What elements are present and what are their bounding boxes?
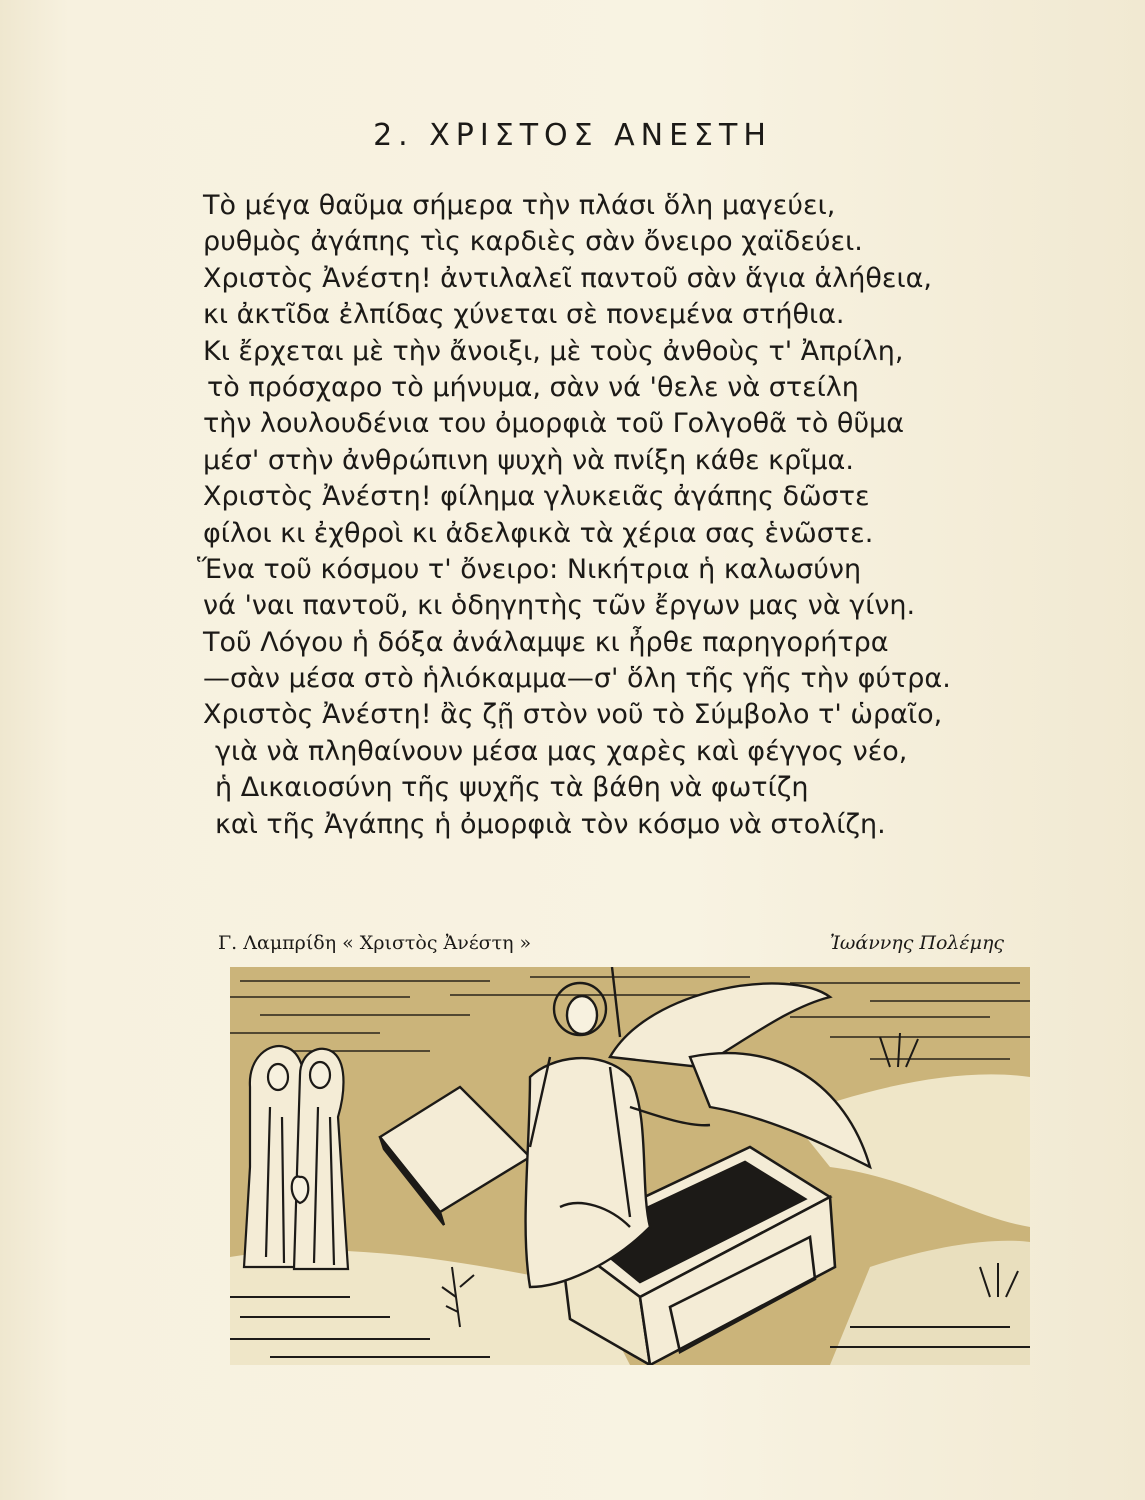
poem-line: Τὸ μέγα θαῦμα σήμερα τὴν πλάσι ὅλη μαγεύει, [203,190,836,221]
poem-line: Χριστὸς Ἀνέστη! ἀντιλαλεῖ παντοῦ σὰν ἅγια ἀλήθεια, [203,262,932,294]
credits [218,932,1004,962]
poem-line: τὴν λουλουδένια του ὀμορφιὰ τοῦ Γολγοθᾶ τὸ θῦμα [203,408,905,440]
poem-line: ἡ Δικαιοσύνη τῆς ψυχῆς τὰ βάθη νὰ φωτίζη [215,772,809,804]
poem [197,188,993,843]
poem-line: Τοῦ Λόγου ἡ δόξα ἀνάλαμψε κι ἦρθε παρηγορήτρα [203,626,889,658]
poem-line: Χριστὸς Ἀνέστη! ἂς ζῇ στὸν νοῦ τὸ Σύμβολο τ' ὡραῖο, [203,699,943,731]
source-credit: Γ. Λαμπρίδη « Χριστὸς Ἀνέστη » [218,932,532,954]
author-credit: Ἰωάννης Πολέμης [829,932,1004,954]
poem-line: Χριστὸς Ἀνέστη! φίλημα γλυκειᾶς ἀγάπης δῶστε [203,481,870,513]
poem-line: Ἕνα τοῦ κόσμου τ' ὄνειρο: Νικήτρια ἡ καλωσύνη [197,553,862,585]
poem-line: γιὰ νὰ πληθαίνουν μέσα μας χαρὲς καὶ φέγγος νέο, [215,735,908,767]
poem-line: μέσ' στὴν ἀνθρώπινη ψυχὴ νὰ πνίξη κάθε κρῖμα. [203,444,854,476]
poem-line: καὶ τῆς Ἀγάπης ἡ ὀμορφιὰ τὸν κόσμο νὰ στολίζη. [215,808,886,840]
resurrection-illustration [230,967,1030,1365]
poem-line: Κι ἔρχεται μὲ τὴν ἄνοιξι, μὲ τοὺς ἀνθοὺς τ' Ἀπρίλη, [203,335,904,367]
page-title: 2. ΧΡΙΣΤΟΣ ΑΝΕΣΤΗ [373,118,772,153]
poem-line: φίλοι κι ἐχθροὶ κι ἀδελφικὰ τὰ χέρια σας ἑνῶστε. [203,517,874,549]
poem-line: ρυθμὸς ἀγάπης τὶς καρδιὲς σὰν ὄνειρο χαϊδεύει. [203,226,863,258]
poem-line: τὸ πρόσχαρο τὸ μήνυμα, σὰν νά 'θελε νὰ στείλη [207,371,859,403]
myrrh-bearing-women [244,1046,348,1269]
poem-line: κι ἀκτῖδα ἐλπίδας χύνεται σὲ πονεμένα στήθια. [203,299,845,331]
poem-line: —σὰν μέσα στὸ ἡλιόκαμμα—σ' ὅλη τῆς γῆς τὴν φύτρα. [203,663,951,695]
poem-line: νά 'ναι παντοῦ, κι ὁδηγητὴς τῶν ἔργων μας νὰ γίνη. [203,590,916,622]
